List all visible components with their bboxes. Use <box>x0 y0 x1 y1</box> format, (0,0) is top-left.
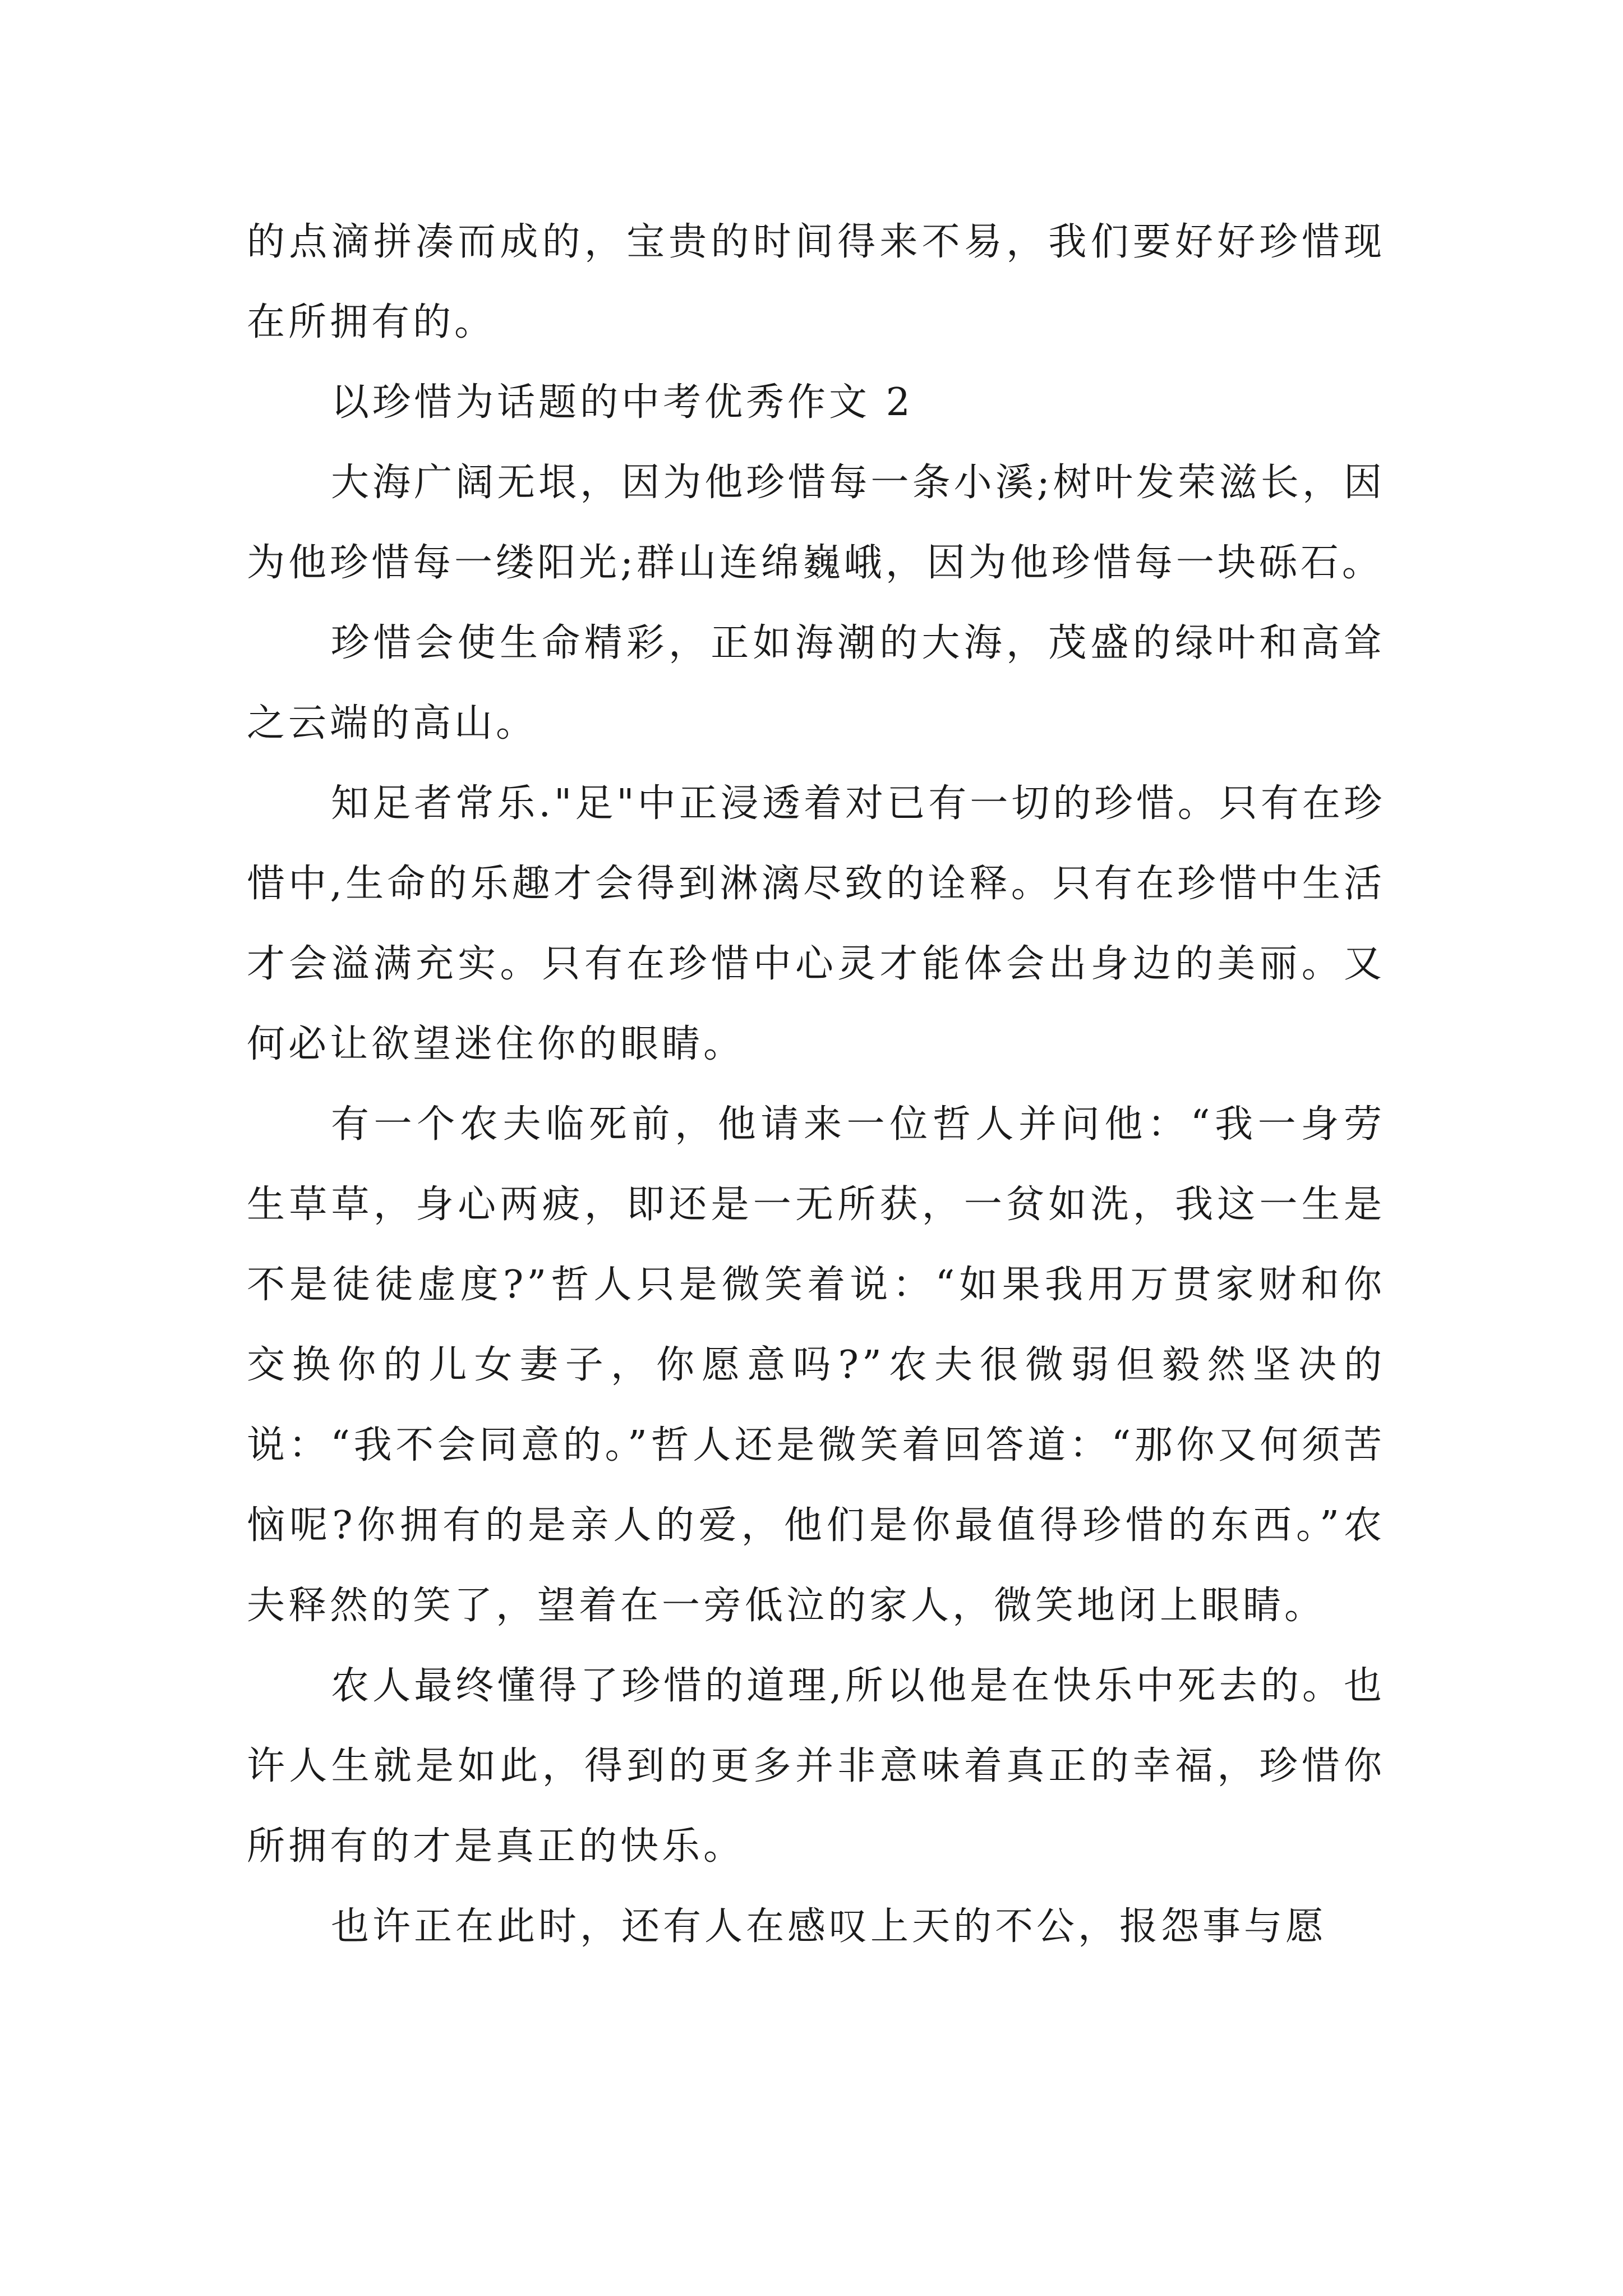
paragraph-continuation: 的点滴拼凑而成的，宝贵的时间得来不易，我们要好好珍惜现在所拥有的。 <box>247 220 1385 344</box>
paragraph: 有一个农夫临死前，他请来一位哲人并问他：“我一身劳生草草，身心两疲，即还是一无所获，一贫如洗，我这一生是不是徒徒虚度?”哲人只是微笑着说：“如果我用万贯家财和你交换你的儿女妻子，你愿意吗?”农夫很微弱但毅然坚决的说：“我不会同意的。”哲人还是微笑着回答道：“那你又何须苦恼呢?你拥有的是亲人的爱，他们是你最值得珍惜的东西。”农夫释然的笑了，望着在一旁低泣的家人，微笑地闭上眼睛。 <box>247 1102 1385 1628</box>
section-heading: 以珍惜为话题的中考优秀作文 2 <box>331 380 914 425</box>
body-text <box>247 202 1385 1967</box>
paragraph: 知足者常乐."足"中正浸透着对已有一切的珍惜。只有在珍惜中,生命的乐趣才会得到淋漓尽致的诠释。只有在珍惜中生活才会溢满充实。只有在珍惜中心灵才能体会出身边的美丽。又何必让欲望迷住你的眼睛。 <box>247 781 1385 1066</box>
paragraph: 大海广阔无垠，因为他珍惜每一条小溪;树叶发荣滋长，因为他珍惜每一缕阳光;群山连绵巍峨，因为他珍惜每一块砾石。 <box>247 461 1385 585</box>
paragraph: 也许正在此时，还有人在感叹上天的不公，报怨事与愿 <box>331 1904 1327 1949</box>
paragraph: 农人最终懂得了珍惜的道理,所以他是在快乐中死去的。也许人生就是如此，得到的更多并非意味着真正的幸福，珍惜你所拥有的才是真正的快乐。 <box>247 1664 1385 1869</box>
paragraph: 珍惜会使生命精彩，正如海潮的大海，茂盛的绿叶和高耸之云端的高山。 <box>247 621 1385 746</box>
